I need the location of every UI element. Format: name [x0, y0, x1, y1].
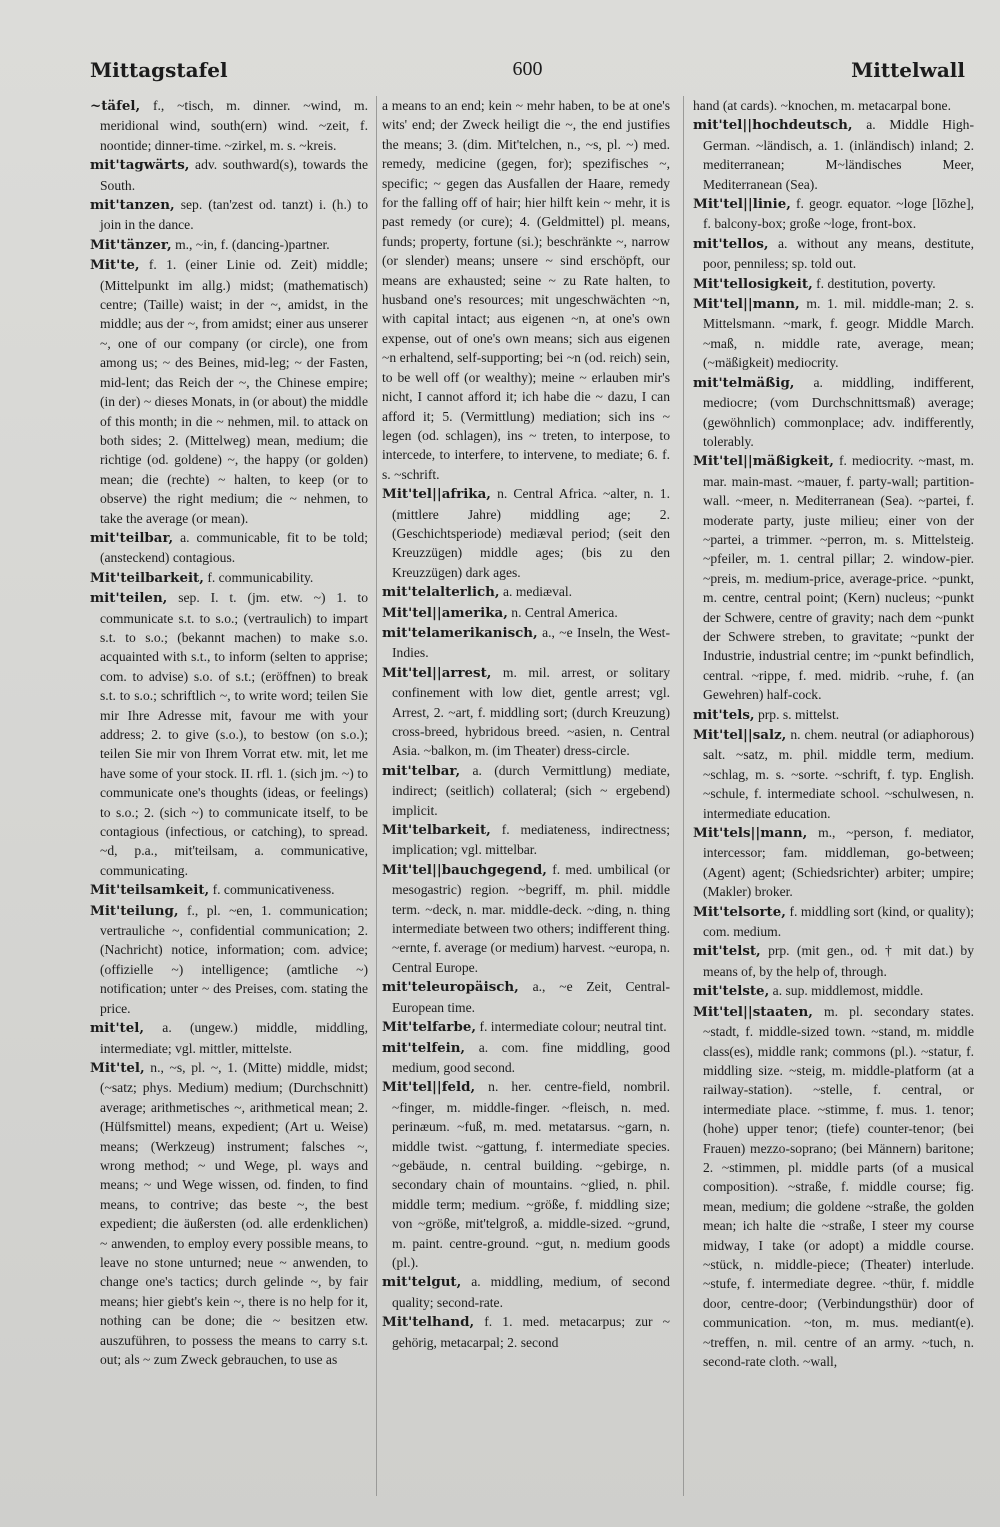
entry-definition: n. Central America. — [511, 604, 618, 620]
entry-headword: mit'tellos, — [693, 235, 769, 252]
dictionary-entry — [90, 588, 368, 880]
entry-headword: mit'telgut, — [382, 1274, 462, 1291]
dictionary-entry — [382, 623, 670, 663]
entry-definition: a. (ungew.) middle, middling, intermediate; vgl. mittler, mittelste. — [100, 1020, 368, 1056]
dictionary-entry — [382, 977, 670, 1017]
entry-headword: Mit'teilung, — [90, 902, 179, 919]
entry-headword: Mit'tels||mann, — [693, 825, 808, 842]
entry-definition: m. 1. mil. middle-man; 2. s. Mittelsmann. ~mark, f. geogr. Middle March. ~maß, n. middle rate, average, mean; (~mäßigkeit) mediocrity. — [703, 296, 974, 371]
entry-definition: f. geogr. equator. ~loge [lōzhe], f. balcony-box; große ~loge, front-box. — [703, 196, 974, 232]
entry-headword: Mit'telfarbe, — [382, 1019, 477, 1036]
entry-definition: f. 1. (einer Linie od. Zeit) middle; (Mittelpunkt im allg.) midst; (mathematisch) centre; (Taille) waist; in der ~, amidst, in the middle; aus der ~, from amidst; einer aus unserer ~, one of our company (or circle), one from among us; ~ des Beines, mid-leg; ~ der Fasten, mid-lent; das Reich der ~, the Chinese empire; (in der) ~ dieses Monats, in (or about) the middle of this month; in die ~ nehmen, mil. to attack on both sides; 2. (Mittelweg) mean, medium; die richtige (od. goldene) ~, the happy (or golden) mean; die (rechte) ~ halten, to keep (or to observe) the right medium; die ~ nehmen, to take the average (or mean). — [100, 257, 368, 526]
dictionary-entry — [693, 115, 974, 194]
entry-headword: mit'teleuropäisch, — [382, 979, 519, 996]
dictionary-entry — [693, 823, 974, 902]
dictionary-entry — [382, 1312, 670, 1352]
entry-headword: mit'tanzen, — [90, 197, 175, 214]
entry-headword: Mit'tel||salz, — [693, 727, 787, 743]
entry-headword: Mit'teilsamkeit, — [90, 882, 210, 899]
entry-headword: Mit'tel||amerika, — [382, 604, 508, 621]
entry-headword: Mit'tel||linie, — [693, 196, 791, 213]
entry-headword: Mit'tel||afrika, — [382, 486, 491, 503]
entry-definition: a. sup. middlemost, middle. — [772, 983, 924, 999]
entry-headword: mit'tel, — [90, 1020, 144, 1037]
entry-definition: f. 1. med. metacarpus; zur ~ gehörig, metacarpal; 2. second — [392, 1314, 670, 1350]
entry-definition: n., ~s, pl. ~, 1. (Mitte) middle, midst; (~satz; phys. Medium) medium; (Durchschnitt) average; arithmetisches ~, arithmetical mean; 2. (Hülfsmittel) means, expedient; (Art u. Weise) means; (Werkzeug) instrument; falsches ~, wrong method; ~ und Wege, pl. ways and means; ~ und Wege wissen, od. finden, to find means, to contrive; das beste ~, the best expedient; die äußersten (od. alle erdenklichen) ~ anwenden, to employ every possible means, to leave no stone unturned; neue ~ anwenden, to change one's tactics; durch gelinde ~, by fair means; hier giebt's kein ~, there is no help for it, nothing can be done; die ~ besitzen etw. auszuführen, to possess the means to carry s.t. out; als ~ zum Zweck gebrauchen, to use as — [100, 1059, 368, 1367]
dictionary-entry — [90, 1058, 368, 1370]
entry-headword: Mit'tel||staaten, — [693, 1003, 813, 1020]
entry-headword: mit'tels, — [693, 706, 755, 723]
entry-headword: ~täfel, — [90, 98, 141, 114]
dictionary-entry — [382, 1272, 670, 1312]
entry-definition: a. without any means, destitute, poor, penniless; sp. told out. — [703, 235, 974, 272]
entry-headword: mit'teilbar, — [90, 529, 174, 546]
text-column-middle — [382, 96, 670, 1506]
entry-definition: m. mil. arrest, or solitary confinement with low diet, gentle arrest; vgl. Arrest, 2. ~art, f. middling sort; (durch Kreuzung) cross-breed, hybridous breed. ~asien, n. Central Asia. ~balkon, m. (im Theater) dress-circle. — [392, 664, 670, 759]
entry-definition: f. med. umbilical (or mesogastric) region. ~begriff, m. phil. middle term. ~deck, n. mar. middle-deck. ~ding, n. thing intermediate between two others; indifferent thing. ~ernte, f. average (or medium) harvest. ~europa, n. Central Europe. — [392, 861, 670, 975]
page-header — [90, 58, 965, 92]
entry-headword: Mit'tel||feld, — [382, 1079, 476, 1096]
dictionary-entry — [693, 194, 974, 234]
dictionary-entry — [693, 1002, 974, 1372]
dictionary-entry — [693, 274, 974, 294]
entry-definition: a., ~e Zeit, Central-European time. — [392, 979, 670, 1015]
entry-headword: Mit'tänzer, — [90, 236, 172, 253]
entry-headword: Mit'telsorte, — [693, 903, 786, 920]
entry-definition: adv. southward(s), towards the South. — [100, 157, 368, 193]
entry-headword: Mit'tel||arrest, — [382, 664, 492, 681]
dictionary-entry — [693, 373, 974, 452]
entry-definition: f. middling sort (kind, or quality); com. medium. — [703, 903, 974, 940]
dictionary-entry — [693, 725, 974, 823]
right-guide-word: Mittelwall — [851, 58, 965, 82]
entry-headword: mit'telst, — [693, 943, 761, 960]
entry-headword: mit'telfein, — [382, 1039, 466, 1056]
dictionary-entry — [382, 820, 670, 860]
entry-headword: mit'telste, — [693, 983, 770, 1000]
entry-headword: mit'telalterlich, — [382, 584, 500, 601]
entry-definition: prp. s. mittelst. — [757, 706, 840, 722]
dictionary-entry — [693, 941, 974, 981]
entry-headword: mit'telamerikanisch, — [382, 624, 538, 641]
column-divider — [683, 96, 684, 1496]
entry-headword: Mit'telbarkeit, — [382, 822, 491, 839]
dictionary-entry — [90, 1018, 368, 1058]
dictionary-entry — [693, 981, 974, 1001]
entry-definition: a means to an end; kein ~ mehr haben, to be at one's wits' end; der Zweck heiligt die ~, the end justifies the means; 3. (dim. Mit'telchen, n., ~s, pl. ~) med. remedy, medicine (gegen, for); spezifisches ~, specific; ~ gegen das Ausfallen der Haare, remedy for the falling off of hair; hier hilft kein ~ mehr, it is past remedy (or cure); 4. (Geldmittel) pl. means, funds; property, fortune (si.); beschränkte ~, narrow (or slender) means; unsere ~ sind erschöpft, our means are exhausted; seine ~ zu Rate halten, to husband one's resources; mit ungeschwächten ~n, with capital intact; aus eigenen ~n, at one's own expense, out of one's own means; sich aus eigenen ~n erhaltend, self-supporting; bei ~n (od. reich) sein, to be well off (or wealthy); meine ~ erlauben mir's nicht, I cannot afford it; ich habe die ~ dazu, I can afford it; 5. (Vermittlung) mediation; sich ins ~ legen (od. schlagen), ins ~ treten, to interpose, to intercede, to interfere, to intervene, to mediate; 6. f. s. ~schrift. — [382, 98, 670, 482]
text-column-right — [693, 96, 974, 1506]
entry-definition: hand (at cards). ~knochen, m. metacarpal bone. — [693, 98, 951, 113]
page-number: 600 — [512, 58, 543, 80]
entry-headword: mit'tel||hochdeutsch, — [693, 117, 853, 134]
entry-headword: Mit'tel||bauchgegend, — [382, 861, 547, 878]
dictionary-entry — [90, 568, 368, 588]
entry-definition: f., pl. ~en, 1. communication; vertrauliche ~, confidential communication; 2. (Nachricht) notice, information; com. advice; (offizielle ~) intelligence; (amtliche ~) notification; unter ~ des Preises, com. stating the price. — [100, 902, 368, 1016]
entry-headword: mit'tagwärts, — [90, 157, 190, 174]
entry-headword: mit'telmäßig, — [693, 374, 795, 391]
dictionary-entry — [90, 96, 368, 155]
entry-definition: a. (durch Vermittlung) mediate, indirect; (seitlich) collateral; (sich ~ ergebend) implicit. — [392, 762, 670, 818]
dictionary-entry — [382, 663, 670, 761]
entry-headword: Mit'tel, — [90, 1059, 145, 1076]
entry-definition: n. Central Africa. ~alter, n. 1. (mittlere Jahre) middling age; 2. (Geschichtsperiode) mediæval period; (seit den Kreuzzügen) middle ages; (bis zu den Kreuzzügen) dark ages. — [392, 486, 670, 580]
entry-definition: a. Middle High-German. ~ländisch, a. 1. (inländisch) inland; 2. mediterranean; M~ländisches Meer, Mediterranean (Sea). — [703, 117, 974, 192]
entry-definition: n. chem. neutral (or adiaphorous) salt. ~satz, m. phil. middle term, medium. ~schlag, m. s. ~sorte. ~schrift, f. typ. English. ~schule, f. intermediate school. ~schulwesen, n. intermediate education. — [703, 727, 974, 821]
dictionary-entry — [693, 96, 974, 115]
entry-definition: f. communicability. — [207, 569, 314, 585]
entry-definition: a. middling, indifferent, mediocre; (vom Durchschnittsmaß) average; (gewöhnlich) commonplace; adv. indifferently, tolerably. — [703, 374, 974, 449]
entry-headword: Mit'teilbarkeit, — [90, 569, 204, 586]
entry-headword: mit'telbar, — [382, 762, 461, 779]
entry-headword: Mit'tel||mäßigkeit, — [693, 453, 834, 470]
entry-definition: m., ~person, f. mediator, intercessor; fam. middleman, go-between; (Agent) agent; (Schiedsrichter) arbiter; umpire; (Makler) broker. — [703, 825, 974, 900]
entry-definition: a. mediæval. — [503, 584, 573, 600]
entry-definition: f. communicativeness. — [212, 882, 335, 898]
dictionary-entry — [382, 761, 670, 820]
entry-definition: f., ~tisch, m. dinner. ~wind, m. meridional wind, south(ern) wind. ~zeit, f. noontide; dinner-time. ~zirkel, m. s. ~kreis. — [100, 98, 368, 153]
dictionary-entry — [382, 582, 670, 602]
entry-definition: f. mediocrity. ~mast, m. mar. main-mast. ~mauer, f. party-wall; partition-wall. ~meer, n. Mediterranean (Sea). ~partei, f. moderate party, juste milieu; einer von der ~partei, a trimmer. ~perron, m. s. Mittelsteig. ~pfeiler, m. 1. central pillar; 2. window-pier. ~preis, m. medium-price, average-price. ~punkt, m. centre, central point; (Kern) nucleus; ~punkt der Schwere, centre of gravity; nach dem ~punkt der Schwere streben, to gravitate; ~punkt der Industrie, industrial centre; im ~punkt befindlich, central. ~rippe, f. med. midrib. ~ruhe, f. (an Gewehren) half-cock. — [703, 453, 974, 703]
dictionary-entry — [693, 902, 974, 942]
dictionary-entry — [693, 705, 974, 725]
entry-definition: sep. I. t. (jm. etw. ~) 1. to communicate s.t. to s.o.; (vertraulich) to impart s.t. to s.o.; (bekannt machen) to make s.o. acquainted with s.t., to inform (selten to apprise; com. to advise) s.o. of s.t.; (eröffnen) to break s.t. to s.o.; schriftlich ~, to write word; teilen Sie mir Ihre Adresse mit, favour me with your address; 2. to give (s.o.), to bestow (on s.o.); teilen Sie mir von Ihrem Vorrat etw. mit, let me have some of your stock. II. rfl. 1. (sich jm. ~) to communicate one's thoughts (ideas, or feelings) to s.o.; 2. (sich ~) to communicate itself, to be contagious (infectious, or catching), to spread. ~d, p.a., mit'teilsam, a. communicative, communicating. — [100, 590, 368, 878]
text-column-left — [90, 96, 368, 1506]
dictionary-entry — [382, 1077, 670, 1272]
dictionary-entry — [382, 96, 670, 484]
entry-definition: m., ~in, f. (dancing-)partner. — [175, 236, 330, 252]
entry-definition: m. pl. secondary states. ~stadt, f. middle-sized town. ~stand, m. middle class(es), middle rank; commons (pl.). ~statur, f. middling size. ~steig, m. middle-platform (at a railway-station). ~stelle, f. central, or intermediate place. ~stimme, f. mus. 1. tenor; (hohe) upper tenor; (tiefe) counter-tenor; (bei Frauen) mezzo-soprano; (bei Männern) baritone; 2. ~stimmen, pl. middle parts (of a musical composition). ~straße, f. middle course; fig. mean, medium; die goldene ~straße, the golden mean; ich halte die ~straße, I steer my course midway, I take (or adopt) a middle course. ~stück, n. middle-piece; (Theater) interlude. ~stufe, f. intermediate degree. ~thür, f. middle door, centre-door; (Verbindungsthür) door of communication. ~ton, m. mus. mediant(e). ~treffen, n. mil. centre of an army. ~tuch, n. second-rate cloth. ~wall, — [703, 1003, 974, 1369]
dictionary-entry — [693, 294, 974, 373]
entry-headword: Mit'tel||mann, — [693, 296, 800, 313]
dictionary-entry — [90, 528, 368, 568]
entry-definition: n. her. centre-field, nombril. ~finger, m. middle-finger. ~fleisch, n. med. perinæum. ~fuß, m. med. metatarsus. ~garn, n. middle twist. ~gattung, f. intermediate species. ~gebäude, n. central building. ~gebirge, n. secondary chain of mountains. ~glied, n. phil. middle term; medium. ~größe, f. middling size; von ~größe, mit'telgroß, a. middle-sized. ~grund, m. paint. centre-ground. ~gut, n. medium goods (pl.). — [392, 1079, 670, 1270]
entry-definition: a. com. fine middling, good medium, good second. — [392, 1039, 670, 1075]
dictionary-entry — [90, 255, 368, 528]
dictionary-entry — [90, 235, 368, 255]
dictionary-entry — [90, 901, 368, 1018]
entry-definition: a. middling, medium, of second quality; second-rate. — [392, 1274, 670, 1310]
entry-definition: f. intermediate colour; neutral tint. — [479, 1019, 667, 1035]
dictionary-entry — [90, 880, 368, 900]
dictionary-entry — [382, 860, 670, 977]
entry-definition: f. mediateness, indirectness; implication; vgl. mittelbar. — [392, 822, 670, 858]
dictionary-entry — [693, 234, 974, 274]
entry-definition: sep. (tan'zest od. tanzt) i. (h.) to join in the dance. — [100, 197, 368, 233]
dictionary-entry — [90, 155, 368, 195]
entry-headword: Mit'te, — [90, 257, 140, 274]
entry-definition: prp. (mit gen., od. † mit dat.) by means of, by the help of, through. — [703, 943, 974, 979]
dictionary-entry — [90, 195, 368, 235]
entry-headword: Mit'telhand, — [382, 1314, 475, 1331]
dictionary-entry — [382, 603, 670, 623]
column-divider — [376, 96, 377, 1496]
dictionary-entry — [382, 484, 670, 582]
entry-headword: mit'teilen, — [90, 590, 168, 607]
dictionary-entry — [693, 451, 974, 704]
dictionary-entry — [382, 1017, 670, 1037]
left-guide-word: Mittagstafel — [90, 58, 228, 82]
entry-definition: f. destitution, poverty. — [816, 275, 936, 291]
dictionary-entry — [382, 1038, 670, 1078]
entry-headword: Mit'tellosigkeit, — [693, 275, 813, 292]
entry-definition: a. communicable, fit to be told; (ansteckend) contagious. — [100, 529, 368, 566]
entry-definition: a., ~e Inseln, the West-Indies. — [392, 624, 670, 661]
